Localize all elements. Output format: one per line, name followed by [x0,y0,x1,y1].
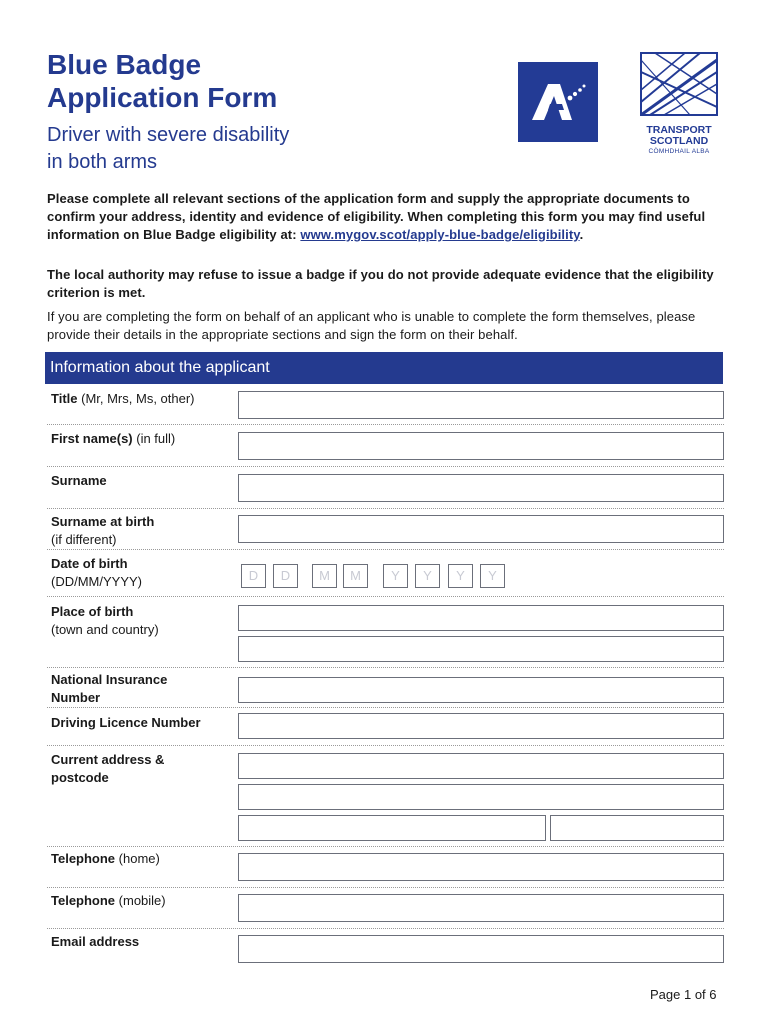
title-line-2: Application Form [47,82,278,113]
dob-month-1-input[interactable]: M [312,564,337,588]
tel-mobile-input[interactable] [238,894,724,922]
surname-at-birth-label-bold: Surname at birth [51,514,155,529]
divider [47,466,724,467]
divider [47,667,724,668]
dob-label-note: (DD/MM/YYYY) [51,574,142,589]
tel-home-input[interactable] [238,853,724,881]
dob-year-1-input[interactable]: Y [383,564,408,588]
blue-badge-logo [518,62,598,142]
dob-day-1-input[interactable]: D [241,564,266,588]
divider [47,508,724,509]
refusal-warning: The local authority may refuse to issue a badge if you do not provide adequate evidence that the eligibility criterion is met. [47,267,714,300]
surname-label-bold: Surname [51,473,107,488]
form-title [47,48,277,114]
dob-year-4-input[interactable]: Y [480,564,505,588]
pob-input-line-2[interactable] [238,636,724,662]
surname-at-birth-label-note: (if different) [51,532,117,547]
eligibility-link[interactable]: www.mygov.scot/apply-blue-badge/eligibility [300,227,580,242]
dob-year-2-input[interactable]: Y [415,564,440,588]
ni-label [51,671,167,707]
first-name-input[interactable] [238,432,724,460]
email-label [51,933,139,951]
divider [47,596,724,597]
ni-label-line-1: National Insurance [51,672,168,687]
section-heading: Information about the applicant [45,352,723,384]
pob-label-note: (town and country) [51,622,159,637]
divider [47,424,724,425]
title-label [51,390,195,408]
address-input-line-2[interactable] [238,784,724,810]
divider [47,549,724,550]
divider [47,928,724,929]
tel-home-label-note: (home) [115,851,160,866]
intro-text: Please complete all relevant sections of the application form and supply the appropriate documents to confirm your address, identity and evidence of eligibility. When completing this form you may find useful information on Blue Badge eligibility at: [47,191,706,242]
title-label-bold: Title [51,391,78,406]
title-input[interactable] [238,391,724,419]
dob-day-2-input[interactable]: D [273,564,298,588]
tel-mobile-label-bold: Telephone [51,893,116,908]
postcode-input[interactable] [550,815,724,841]
intro-end: . [579,227,584,242]
intro-paragraph-1 [47,190,727,244]
tel-home-label [51,850,160,868]
ts-name-line-3: CÒMHDHAIL ALBA [648,148,710,155]
divider [47,887,724,888]
email-label-bold: Email address [51,934,140,949]
tel-mobile-label-note: (mobile) [115,893,166,908]
pob-input-line-1[interactable] [238,605,724,631]
transport-scotland-logo [640,52,718,155]
surname-input[interactable] [238,474,724,502]
email-input[interactable] [238,935,724,963]
surname-at-birth-input[interactable] [238,515,724,543]
first-name-label-bold: First name(s) [51,431,133,446]
ts-name-line-1: TRANSPORT [646,124,712,136]
page-number: Page 1 of 6 [650,987,717,1002]
dob-month-2-input[interactable]: M [343,564,368,588]
form-subtitle [47,122,289,176]
dob-label [51,555,142,591]
intro-paragraph-2 [47,266,727,302]
driving-licence-input[interactable] [238,713,724,739]
ni-number-input[interactable] [238,677,724,703]
pob-label [51,603,159,639]
intro-paragraph-3: If you are completing the form on behalf of an applicant who is unable to complete the form themselves, please provide their details in the appropriate sections and sign the form on their behalf. [47,309,696,342]
first-name-label [51,430,175,448]
surname-label [51,472,107,490]
address-label [51,751,164,787]
dob-label-bold: Date of birth [51,556,128,571]
divider [47,846,724,847]
driving-licence-label-bold: Driving Licence Number [51,715,201,730]
first-name-label-note: (in full) [132,431,176,446]
title-line-1: Blue Badge [47,49,202,80]
tel-home-label-bold: Telephone [51,851,116,866]
dob-year-3-input[interactable]: Y [448,564,473,588]
address-label-line-1: Current address & [51,752,165,767]
address-input-line-1[interactable] [238,753,724,779]
ni-label-line-2: Number [51,690,101,705]
blue-badge-a-icon [518,62,598,142]
divider [47,707,724,708]
address-input-line-3[interactable] [238,815,546,841]
ts-name-line-2: SCOTLAND [649,135,709,147]
pob-label-bold: Place of birth [51,604,134,619]
subtitle-line-1: Driver with severe disability [47,124,290,146]
subtitle-line-2: in both arms [47,151,158,173]
transport-scotland-emblem-icon [640,52,718,116]
divider [47,745,724,746]
tel-mobile-label [51,892,166,910]
surname-at-birth-label [51,513,154,549]
driving-licence-label [51,714,201,732]
address-label-line-2: postcode [51,770,109,785]
title-label-note: (Mr, Mrs, Ms, other) [77,391,195,406]
